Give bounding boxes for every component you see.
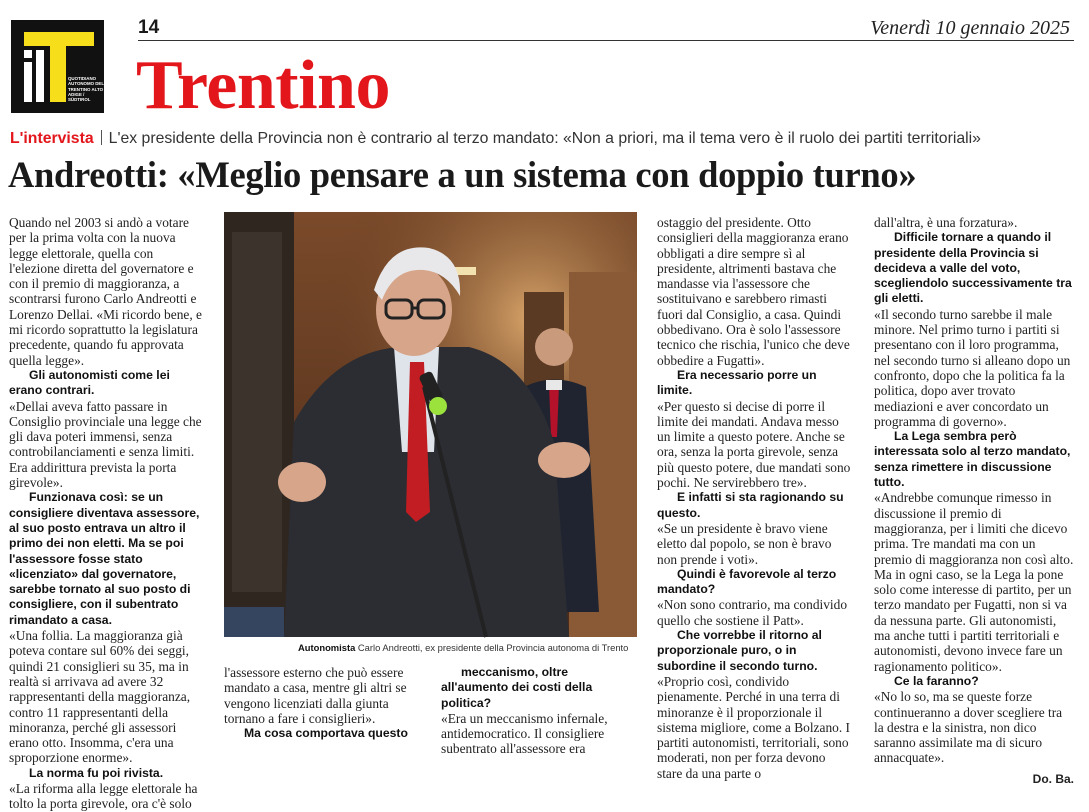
article-column-3 <box>441 665 637 757</box>
interview-question: Ce la faranno? <box>894 673 979 688</box>
interview-question: Ma cosa comportava questo <box>244 726 408 741</box>
interview-answer: ostaggio del presidente. Otto consiglieri della maggioranza erano obbligati a dire sempre sì al presidente, altrimenti bastava che mandasse via l'assessore che sostituivano e sarebbero rimasti fuori dal Consiglio, a casa. Quindi obbedivano. Ora è solo l'assessore tecnico che rischia, l'unico che deve obbedire a Fugatti». <box>657 215 850 368</box>
author-signature: Do. Ba. <box>1032 771 1074 786</box>
kicker-row <box>10 130 1082 154</box>
interview-question: E infatti si sta ragionando su questo. <box>657 490 844 520</box>
issue-date: Venerdì 10 gennaio 2025 <box>870 17 1070 39</box>
interview-question: Era necessario porre un limite. <box>657 367 817 398</box>
newspaper-logo <box>11 20 104 113</box>
interview-question: Quindi è favorevole al terzo mandato? <box>657 566 837 597</box>
interview-answer: «Proprio così, condivido pienamente. Perché in una terra di minoranze è il proporzionale il sistema migliore, come a Bolzano. I partiti autonomisti, territoriali, sono moderati, non per forza devono stare da una parte o <box>657 673 850 781</box>
interview-answer: «Era un meccanismo infernale, antidemocratico. Il consigliere subentrato all'assessore era <box>441 710 608 757</box>
article-column-1 <box>9 215 205 812</box>
interview-answer: l'assessore esterno che può essere mandato a casa, mentre gli altri se vengono licenziati dalla giunta tornano a fare i consiglieri». <box>224 665 407 726</box>
photo-caption <box>298 642 638 653</box>
kicker-separator <box>101 130 102 145</box>
interview-answer: «Andrebbe comunque rimesso in discussione il premio di maggioranza, per i limiti che dicevo prima. Tre mandati ma con un premio di maggioranza non così alto. Ma in ogni caso, se la Lega la pone solo come interesse di partito, per un terzo mandato per Fugatti, non si va da nessuna parte. Gli autonomisti, ma anche tutti i partiti territoriali e autonomisti, devono invece fare un ragionamento politico». <box>874 490 1074 674</box>
photo-caption-text: Carlo Andreotti, ex presidente della Provincia autonoma di Trento <box>357 642 629 653</box>
page-number: 14 <box>138 17 160 38</box>
interview-question: Che vorrebbe il ritorno al proporzionale puro, o in subordine il secondo turno. <box>657 628 822 673</box>
interview-question: Gli autonomisti come lei erano contrari. <box>9 367 170 398</box>
article-column-5 <box>874 215 1074 786</box>
interview-question: La norma fu poi rivista. <box>29 765 164 780</box>
section-title: Trentino <box>136 47 390 124</box>
article-headline: Andreotti: «Meglio pensare a un sistema con doppio turno» <box>8 154 917 195</box>
photo-speaker-image <box>224 212 637 637</box>
article-column-2 <box>224 665 420 745</box>
interview-answer: «No lo so, ma se queste forze continueranno a dover scegliere tra la destra e la sinistra, non dico saranno assimilate ma di sicuro annacquate». <box>874 689 1063 766</box>
interview-answer: «Una follia. La maggioranza già poteva contare sul 60% dei seggi, quindi 21 consiglieri su 35, ma in realtà si arrivava ad avere 32 rappresentanti della maggioranza, contro 11 rappresentanti della minoranza, perché gli assessori erano otto. Insomma, c'era una sproporzione enorme». <box>9 628 191 766</box>
interview-answer: «La riforma alla legge elettorale ha tolto la porta girevole, ora c'è solo <box>9 780 198 812</box>
interview-answer: «Per questo si decise di porre il limite dei mandati. Andava messo un limite a questo potere. Anche se ora, senza la porta girevole, senza più questo potere, due mandati sono pochi. Ne servirebbero tre». <box>657 398 851 491</box>
logo-tagline: QUOTIDIANO AUTONOMO DEL TRENTINO ALTO ADIGE / SÜDTIROL <box>68 76 104 103</box>
article-column-4 <box>657 215 853 781</box>
photo-caption-label: Autonomista <box>298 642 356 653</box>
article-deck: L'ex presidente della Provincia non è contrario al terzo mandato: «Non a priori, ma il tema vero è il ruolo dei partiti territoriali» <box>108 130 981 147</box>
interview-question: meccanismo, oltre all'aumento dei costi della politica? <box>441 665 593 710</box>
interview-question: Funzionava così: se un consigliere diventava assessore, al suo posto entrava un altro il primo dei non eletti. Ma se poi l'assessore fosse stato «licenziato» dal governatore, sarebbe tornato al suo posto di consigliere, con il subentrato rimandato a casa. <box>9 490 200 627</box>
interview-answer: «Se un presidente è bravo viene eletto dal popolo, se non è bravo non prende i voti». <box>657 520 832 567</box>
interview-answer: Quando nel 2003 si andò a votare per la prima volta con la nuova legge elettorale, quella con l'elezione diretta del governatore e con il premio di maggioranza, a scontrarsi furono Carlo Andreotti e Lorenzo Dellai. «Mi ricordo bene, e mi ricordo soprattutto la legislatura precedente, quando fu approvata quella legge». <box>9 215 202 368</box>
interview-answer: dall'altra, è una forzatura». <box>874 215 1018 230</box>
interview-question: La Lega sembra però interessata solo al terzo mandato, senza rimettere in discussione tutto. <box>874 429 1071 490</box>
interview-answer: «Non sono contrario, ma condivido quello che sostiene il Patt». <box>657 597 848 628</box>
interview-answer: «Dellai aveva fatto passare in Consiglio provinciale una legge che gli dava poteri immensi, senza controbilanciamenti e senza limiti. Era addirittura prevista la porta girevole». <box>9 398 202 491</box>
interview-question: Difficile tornare a quando il presidente della Provincia si decideva a valle del voto, scegliendolo successivamente tra gli eletti. <box>874 230 1072 306</box>
kicker-label: L'intervista <box>10 130 94 147</box>
article-photo <box>224 212 637 637</box>
interview-answer: «Il secondo turno sarebbe il male minore. Nel primo turno i partiti si presentano con il loro programma, nel secondo turno si alleano dopo un confronto, dopo che la politica fa la politica, dopo aver trovato mediazioni e aver concordato un programma di governo». <box>874 306 1071 429</box>
header-divider <box>138 40 1074 41</box>
